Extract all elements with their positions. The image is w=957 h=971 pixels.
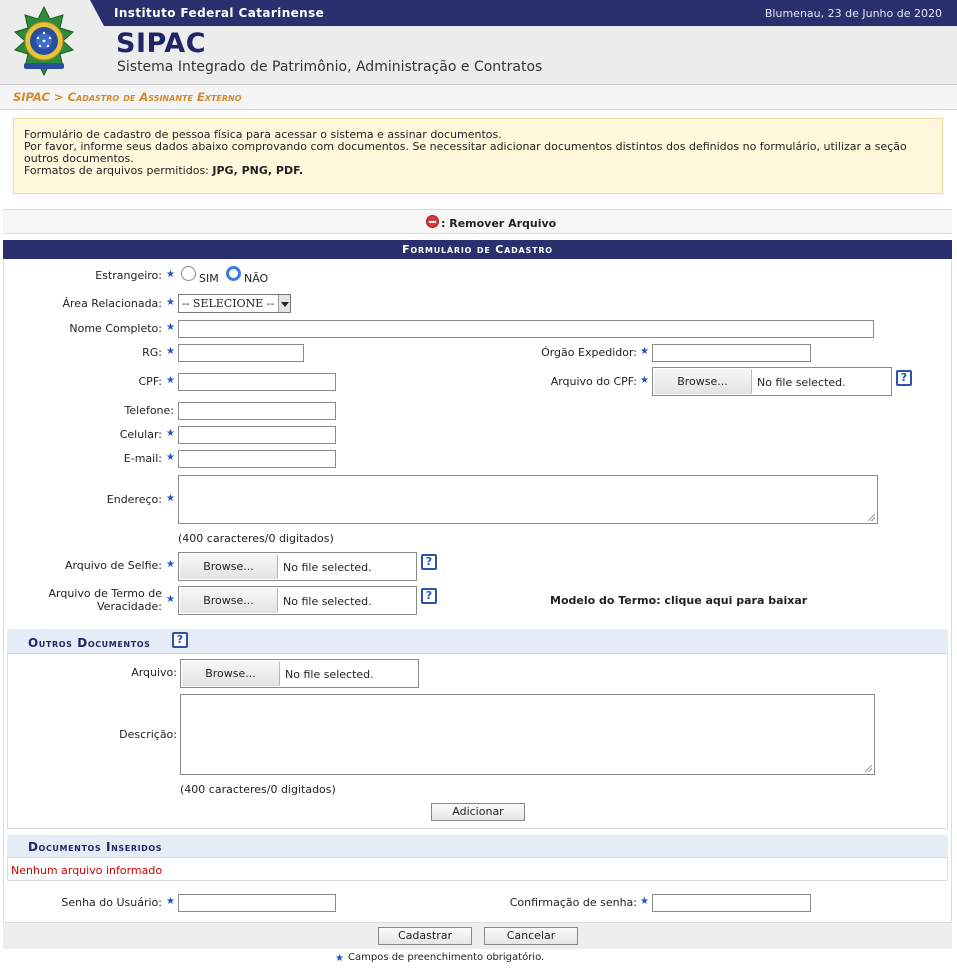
cancel-button[interactable]: Cancelar [484, 927, 578, 945]
rg-input[interactable] [178, 344, 304, 362]
required-star-icon: ★ [166, 346, 175, 357]
required-fields-note: Campos de preenchimento obrigatório. [348, 952, 545, 963]
issuer-input[interactable] [652, 344, 811, 362]
cpf-input[interactable] [178, 373, 336, 391]
info-line-2: Por favor, informe seus dados abaixo comprovando com documentos. Se necessitar adicionar documentos distintos dos definidos no formulário, utilizar a seção outros documentos. [24, 140, 907, 165]
submit-button[interactable]: Cadastrar [378, 927, 472, 945]
coat-of-arms-logo [10, 5, 78, 77]
address-char-count: (400 caracteres/0 digitados) [178, 532, 334, 545]
browse-button[interactable]: Browse... [182, 661, 280, 686]
address-textarea[interactable] [178, 475, 878, 524]
info-formats: Formatos de arquivos permitidos: JPG, PNG, PDF. [24, 164, 304, 177]
help-icon[interactable]: ? [421, 554, 437, 570]
mobile-input[interactable] [178, 426, 336, 444]
required-star-icon: ★ [335, 953, 344, 964]
required-star-icon: ★ [166, 269, 175, 280]
mobile-label: Celular: [119, 428, 162, 441]
no-files-message: Nenhum arquivo informado [11, 864, 163, 877]
cpf-file-input[interactable] [652, 367, 892, 396]
other-file-input[interactable] [180, 659, 419, 688]
cpf-file-label: Arquivo do CPF: [550, 375, 637, 388]
required-star-icon: ★ [166, 493, 175, 504]
remove-file-icon [426, 215, 439, 228]
required-star-icon: ★ [166, 559, 175, 570]
phone-input[interactable] [178, 402, 336, 420]
other-file-label: Arquivo: [131, 666, 177, 679]
form-title: Formulário de Cadastro [3, 240, 952, 259]
foreigner-yes-radio[interactable] [181, 266, 196, 281]
breadcrumb: SIPAC > Cadastro de Assinante Externo [13, 90, 242, 104]
cpf-label: CPF: [138, 375, 162, 388]
description-textarea[interactable] [180, 694, 875, 775]
other-docs-title: Outros Documentos [28, 636, 151, 650]
full-name-label: Nome Completo: [69, 322, 162, 335]
foreigner-yes-label[interactable]: SIM [199, 272, 219, 285]
rg-label: RG: [142, 346, 162, 359]
required-star-icon: ★ [166, 375, 175, 386]
help-icon[interactable]: ? [172, 632, 188, 648]
email-label: E-mail: [123, 452, 162, 465]
info-box [13, 118, 943, 194]
full-name-input[interactable] [178, 320, 874, 338]
required-star-icon: ★ [640, 896, 649, 907]
required-star-icon: ★ [640, 346, 649, 357]
chevron-down-icon[interactable] [278, 295, 290, 312]
file-status: No file selected. [757, 376, 846, 389]
required-star-icon: ★ [166, 896, 175, 907]
browse-button[interactable]: Browse... [180, 554, 278, 579]
file-status: No file selected. [283, 595, 372, 608]
required-star-icon: ★ [166, 594, 175, 605]
phone-label: Telefone: [124, 404, 174, 417]
address-label: Endereço: [106, 493, 162, 506]
inserted-docs-title: Documentos Inseridos [28, 840, 163, 854]
term-label: Arquivo de Termo de Veracidade: [48, 587, 162, 613]
institution-name: Instituto Federal Catarinense [114, 6, 325, 20]
browse-button[interactable]: Browse... [654, 369, 752, 394]
add-document-button[interactable]: Adicionar [431, 803, 525, 821]
issuer-label: Órgão Expedidor: [541, 346, 637, 359]
confirm-password-input[interactable] [652, 894, 811, 912]
foreigner-no-label[interactable]: NÃO [244, 272, 269, 285]
required-star-icon: ★ [166, 322, 175, 333]
required-star-icon: ★ [640, 375, 649, 386]
area-label: Área Relacionada: [62, 297, 162, 310]
file-status: No file selected. [283, 561, 372, 574]
password-label: Senha do Usuário: [61, 896, 162, 909]
foreigner-label: Estrangeiro: [95, 269, 162, 282]
selfie-file-input[interactable] [178, 552, 417, 581]
system-name: SIPAC [116, 28, 207, 59]
description-char-count: (400 caracteres/0 digitados) [180, 783, 336, 796]
browse-button[interactable]: Browse... [180, 588, 278, 613]
description-label: Descrição: [119, 728, 177, 741]
term-file-input[interactable] [178, 586, 417, 615]
required-star-icon: ★ [166, 297, 175, 308]
password-input[interactable] [178, 894, 336, 912]
required-star-icon: ★ [166, 428, 175, 439]
system-description: Sistema Integrado de Patrimônio, Administração e Contratos [117, 59, 543, 75]
required-star-icon: ★ [166, 452, 175, 463]
help-icon[interactable]: ? [896, 370, 912, 386]
confirm-password-label: Confirmação de senha: [509, 896, 637, 909]
area-select[interactable]: -- SELECIONE -- [178, 294, 291, 313]
email-input[interactable] [178, 450, 336, 468]
actions-bar [3, 922, 952, 949]
info-line-1: Formulário de cadastro de pessoa física para acessar o sistema e assinar documentos. [24, 128, 502, 141]
term-model-link[interactable]: Modelo do Termo: clique aqui para baixar [550, 594, 808, 607]
help-icon[interactable]: ? [421, 588, 437, 604]
selfie-label: Arquivo de Selfie: [64, 559, 162, 572]
foreigner-no-radio[interactable] [226, 266, 241, 281]
current-date: Blumenau, 23 de Junho de 2020 [764, 7, 942, 20]
file-status: No file selected. [285, 668, 374, 681]
remove-file-legend: : Remover Arquivo [441, 217, 557, 230]
